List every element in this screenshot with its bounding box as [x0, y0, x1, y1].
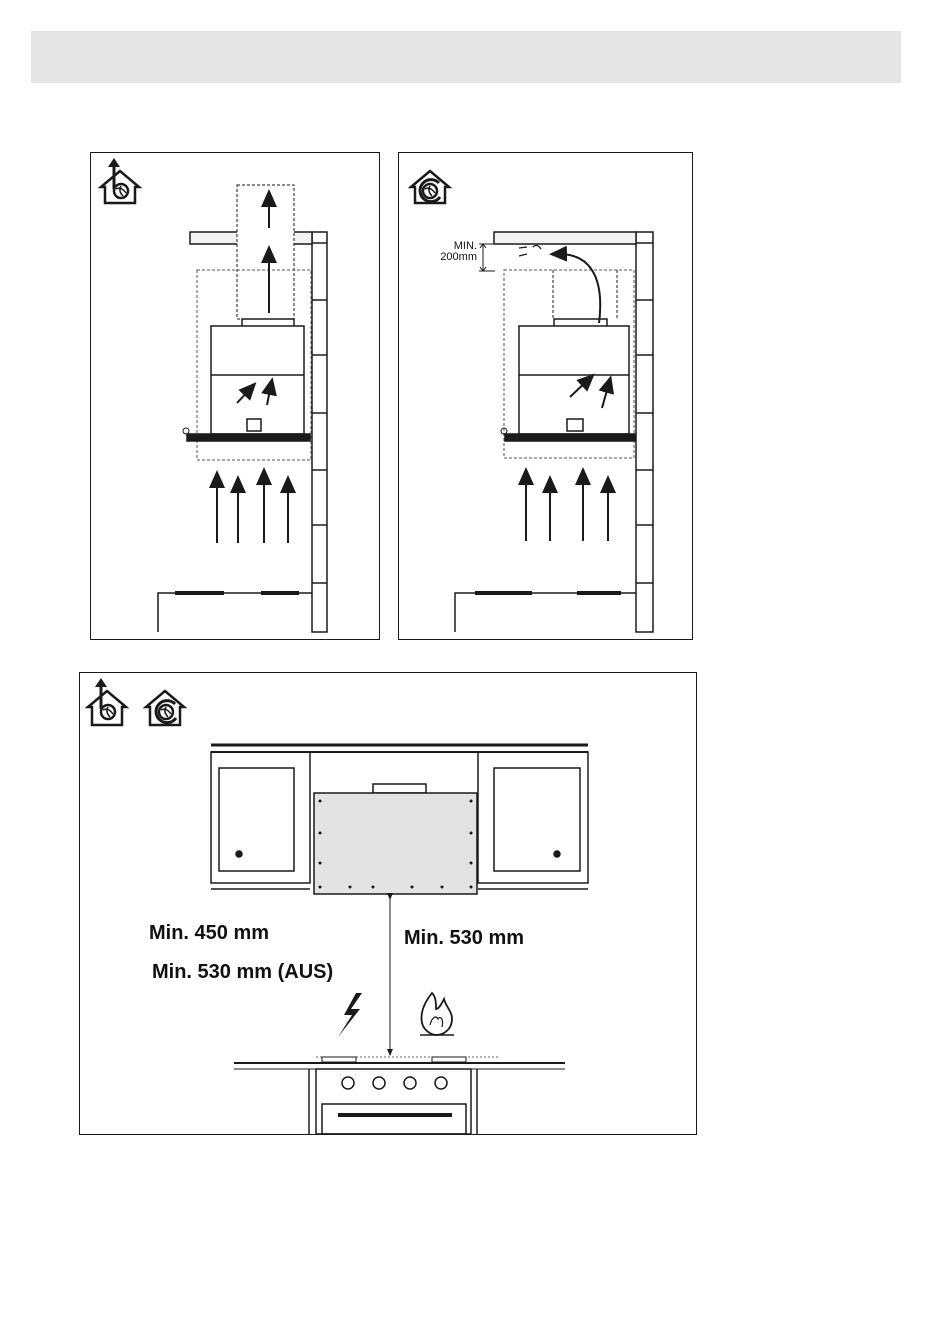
right-wall-cabinet — [478, 752, 588, 889]
recirculation-installation-diagram — [399, 153, 692, 639]
cooktop — [158, 593, 312, 632]
extraction-mode-icon — [88, 678, 126, 725]
recirculation-mode-icon — [146, 691, 184, 725]
lightning-icon — [338, 993, 362, 1037]
intake-airflow-arrows — [526, 475, 608, 541]
cooker-hood — [501, 319, 635, 441]
oven — [309, 1069, 477, 1134]
cooker-hood — [314, 784, 477, 894]
wall — [312, 232, 327, 632]
extraction-installation-panel — [90, 152, 380, 640]
extraction-mode-icon — [101, 158, 139, 203]
cooktop — [455, 593, 636, 632]
min-label-line1: MIN. — [453, 240, 477, 252]
clearance-panel — [79, 672, 697, 1135]
intake-airflow-arrows — [217, 475, 288, 543]
min-200mm-dimension — [479, 244, 495, 271]
header-bar — [31, 31, 901, 83]
flame-icon — [420, 993, 454, 1035]
worktop-and-hob — [234, 1057, 565, 1069]
cooker-hood — [183, 319, 310, 441]
wall — [636, 232, 653, 632]
exhaust-duct — [237, 185, 294, 319]
min-electric-label: Min. 450 mm — [149, 922, 270, 944]
recirculation-mode-icon — [411, 171, 449, 203]
ceiling-shelf — [494, 232, 636, 244]
min-distance-label — [419, 241, 477, 263]
min-gas-label: Min. 530 mm — [404, 927, 525, 949]
left-wall-cabinet — [211, 752, 310, 889]
recirculation-installation-panel — [398, 152, 693, 640]
ceiling — [211, 745, 588, 752]
min-label-line2: 200mm — [440, 251, 477, 263]
clearance-diagram — [80, 673, 696, 1134]
extraction-installation-diagram — [91, 153, 379, 639]
min-electric-aus-label: Min. 530 mm (AUS) — [152, 961, 334, 983]
